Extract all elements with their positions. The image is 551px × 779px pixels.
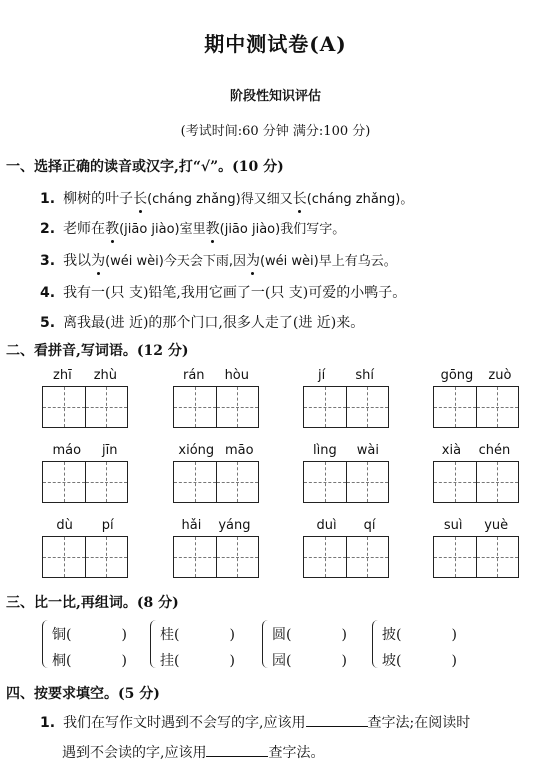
bracket-close: ) — [229, 627, 235, 643]
tianzige-cell[interactable] — [476, 387, 519, 427]
compare-char: 披( — [382, 627, 402, 643]
tianzige-cell[interactable] — [476, 462, 519, 502]
question-number: 5. — [40, 315, 56, 331]
pinyin-syllable: wài — [356, 443, 379, 458]
pinyin-syllable: chén — [478, 443, 511, 458]
tianzige-cell[interactable] — [346, 387, 389, 427]
pinyin-writing-group — [42, 518, 128, 578]
brace-icon — [42, 620, 51, 668]
tianzige-cell[interactable] — [174, 537, 216, 577]
pinyin-label — [433, 443, 519, 461]
pinyin-writing-group — [303, 443, 389, 503]
bracket-close: ) — [341, 653, 347, 669]
brace-icon — [150, 620, 159, 668]
tianzige-cell[interactable] — [85, 387, 128, 427]
compare-line — [160, 624, 235, 644]
pinyin-writing-group — [303, 518, 389, 578]
brace-icon — [262, 620, 271, 668]
pinyin-syllable: jí — [318, 368, 326, 383]
dotted-char: 为 — [91, 250, 105, 270]
question-text: 我以 — [63, 253, 92, 269]
tianzige-cell[interactable] — [476, 537, 519, 577]
tianzige-cell[interactable] — [43, 387, 85, 427]
tianzige-cell[interactable] — [216, 462, 259, 502]
compare-line — [382, 624, 457, 644]
question-4-1-line-1 — [40, 712, 470, 732]
pinyin-writing-group — [173, 368, 259, 428]
fill-blank[interactable] — [306, 712, 368, 727]
question-number: 1. — [40, 191, 56, 207]
pinyin-label — [42, 443, 128, 461]
pinyin-syllable: rán — [183, 368, 205, 383]
page-subtitle: 阶段性知识评估 — [229, 89, 321, 104]
pinyin-syllable: yáng — [218, 518, 251, 533]
tianzige-boxes[interactable] — [173, 536, 259, 578]
compare-line — [272, 650, 347, 670]
brace-icon — [372, 620, 381, 668]
tianzige-cell[interactable] — [216, 537, 259, 577]
pinyin-label — [303, 368, 389, 386]
answer-blank[interactable] — [179, 651, 229, 665]
compare-char: 圆( — [272, 627, 292, 643]
question-number: 4. — [40, 285, 56, 301]
tianzige-cell[interactable] — [43, 462, 85, 502]
tianzige-cell[interactable] — [434, 537, 476, 577]
tianzige-cell[interactable] — [216, 387, 259, 427]
pinyin-label — [433, 518, 519, 536]
tianzige-boxes[interactable] — [433, 536, 519, 578]
tianzige-cell[interactable] — [434, 462, 476, 502]
question-number: 1. — [40, 715, 56, 731]
bracket-close: ) — [341, 627, 347, 643]
tianzige-boxes[interactable] — [173, 461, 259, 503]
pinyin-label — [303, 518, 389, 536]
dotted-char: 长 — [293, 188, 307, 208]
compare-char: 坡( — [382, 653, 402, 669]
bracket-close: ) — [451, 653, 457, 669]
pinyin-syllable: xià — [441, 443, 462, 458]
answer-blank[interactable] — [71, 651, 121, 665]
question-1-2 — [40, 218, 345, 238]
question-text: 老师在 — [63, 221, 106, 237]
compare-char: 园( — [272, 653, 292, 669]
question-text: 我们在写作文时遇到不会写的字,应该用 — [63, 715, 306, 731]
bracket-close: ) — [229, 653, 235, 669]
pinyin-syllable: hǎi — [181, 518, 202, 533]
tianzige-cell[interactable] — [346, 462, 389, 502]
pinyin-syllable: māo — [224, 443, 254, 458]
question-text: 遇到不会读的字,应该用 — [62, 745, 207, 761]
question-number: 2. — [40, 221, 56, 237]
answer-blank[interactable] — [401, 651, 451, 665]
answer-blank[interactable] — [179, 625, 229, 639]
pinyin-writing-group — [42, 368, 128, 428]
pinyin-label — [173, 518, 259, 536]
compare-line — [52, 624, 127, 644]
fill-blank[interactable] — [206, 742, 268, 757]
pinyin-writing-group — [433, 368, 519, 428]
bracket-close: ) — [451, 627, 457, 643]
bracket-close: ) — [121, 627, 127, 643]
pinyin-syllable: shí — [355, 368, 374, 383]
pinyin-options: (wéi wèi)早上有乌云。 — [259, 254, 397, 269]
pinyin-syllable: máo — [52, 443, 82, 458]
dotted-char: 教 — [105, 218, 119, 238]
pinyin-syllable: pí — [101, 518, 114, 533]
tianzige-boxes[interactable] — [42, 536, 128, 578]
tianzige-cell[interactable] — [346, 537, 389, 577]
pinyin-syllable: zhī — [53, 368, 72, 383]
section-3-heading: 三、比一比,再组词。(8 分) — [6, 595, 179, 611]
pinyin-syllable: dù — [56, 518, 73, 533]
question-text: 我有一(只 支)铅笔,我用它画了一(只 支)可爱的小鸭子。 — [63, 285, 407, 301]
answer-blank[interactable] — [401, 625, 451, 639]
question-1-5 — [40, 312, 364, 332]
exam-info: (考试时间:60 分钟 满分:100 分) — [180, 124, 371, 139]
tianzige-cell[interactable] — [174, 462, 216, 502]
pinyin-options: (cháng zhǎng)。 — [306, 192, 414, 207]
compare-char: 铜( — [52, 627, 72, 643]
pinyin-writing-group — [42, 443, 128, 503]
pinyin-syllable: gōng — [440, 368, 474, 383]
section-2-heading: 二、看拼音,写词语。(12 分) — [6, 343, 189, 359]
pinyin-writing-group — [173, 443, 259, 503]
pinyin-label — [433, 368, 519, 386]
question-text: 查字法。 — [268, 745, 325, 761]
pinyin-syllable: zhù — [93, 368, 117, 383]
tianzige-cell[interactable] — [85, 462, 128, 502]
answer-blank[interactable] — [291, 651, 341, 665]
compare-char: 桐( — [52, 653, 72, 669]
question-1-1 — [40, 188, 413, 208]
tianzige-boxes[interactable] — [303, 386, 389, 428]
answer-blank[interactable] — [71, 625, 121, 639]
section-1-heading: 一、选择正确的读音或汉字,打“√”。(10 分) — [6, 159, 284, 175]
dotted-char: 教 — [206, 218, 220, 238]
pinyin-syllable: zuò — [488, 368, 512, 383]
pinyin-syllable: suì — [443, 518, 463, 533]
pinyin-options: (jiāo jiào)室里 — [119, 222, 206, 237]
pinyin-label — [42, 518, 128, 536]
question-text: 查字法;在阅读时 — [367, 715, 471, 731]
tianzige-boxes[interactable] — [42, 461, 128, 503]
pinyin-label — [173, 443, 259, 461]
pinyin-options: (wéi wèi)今天会下雨,因 — [105, 254, 246, 269]
compare-char: 桂( — [160, 627, 180, 643]
bracket-close: ) — [121, 653, 127, 669]
pinyin-syllable: duì — [316, 518, 337, 533]
tianzige-boxes[interactable] — [303, 461, 389, 503]
pinyin-syllable: qí — [363, 518, 376, 533]
pinyin-syllable: xióng — [178, 443, 215, 458]
question-1-4 — [40, 282, 406, 302]
question-4-1-line-2 — [62, 742, 324, 762]
question-text: 离我最(进 近)的那个门口,很多人走了(进 近)来。 — [63, 315, 365, 331]
answer-blank[interactable] — [291, 625, 341, 639]
pinyin-syllable: lìng — [313, 443, 337, 458]
pinyin-writing-group — [433, 518, 519, 578]
compare-group — [42, 620, 152, 670]
tianzige-boxes[interactable] — [173, 386, 259, 428]
pinyin-label — [303, 443, 389, 461]
compare-group — [150, 620, 260, 670]
tianzige-cell[interactable] — [304, 537, 346, 577]
tianzige-cell[interactable] — [434, 387, 476, 427]
dotted-char: 为 — [246, 250, 260, 270]
pinyin-options: (jiāo jiào)我们写字。 — [219, 222, 346, 237]
dotted-char: 长 — [133, 188, 147, 208]
compare-line — [382, 650, 457, 670]
tianzige-boxes[interactable] — [433, 386, 519, 428]
pinyin-writing-group — [433, 443, 519, 503]
pinyin-syllable: jīn — [102, 443, 118, 458]
tianzige-boxes[interactable] — [42, 386, 128, 428]
compare-group — [262, 620, 372, 670]
question-number: 3. — [40, 253, 56, 269]
tianzige-cell[interactable] — [304, 462, 346, 502]
pinyin-syllable: yuè — [484, 518, 509, 533]
section-4-heading: 四、按要求填空。(5 分) — [6, 686, 160, 702]
pinyin-writing-group — [303, 368, 389, 428]
pinyin-writing-group — [173, 518, 259, 578]
tianzige-cell[interactable] — [304, 387, 346, 427]
pinyin-label — [173, 368, 259, 386]
compare-line — [52, 650, 127, 670]
tianzige-cell[interactable] — [85, 537, 128, 577]
question-text: 柳树的叶子 — [63, 191, 134, 207]
question-1-3 — [40, 250, 397, 270]
tianzige-cell[interactable] — [174, 387, 216, 427]
pinyin-options: (cháng zhǎng)得又细又 — [147, 192, 293, 207]
page-title: 期中测试卷(A) — [204, 32, 347, 56]
tianzige-boxes[interactable] — [433, 461, 519, 503]
compare-char: 挂( — [160, 653, 180, 669]
compare-line — [272, 624, 347, 644]
pinyin-syllable: hòu — [224, 368, 249, 383]
compare-line — [160, 650, 235, 670]
compare-group — [372, 620, 482, 670]
tianzige-boxes[interactable] — [303, 536, 389, 578]
pinyin-label — [42, 368, 128, 386]
tianzige-cell[interactable] — [43, 537, 85, 577]
